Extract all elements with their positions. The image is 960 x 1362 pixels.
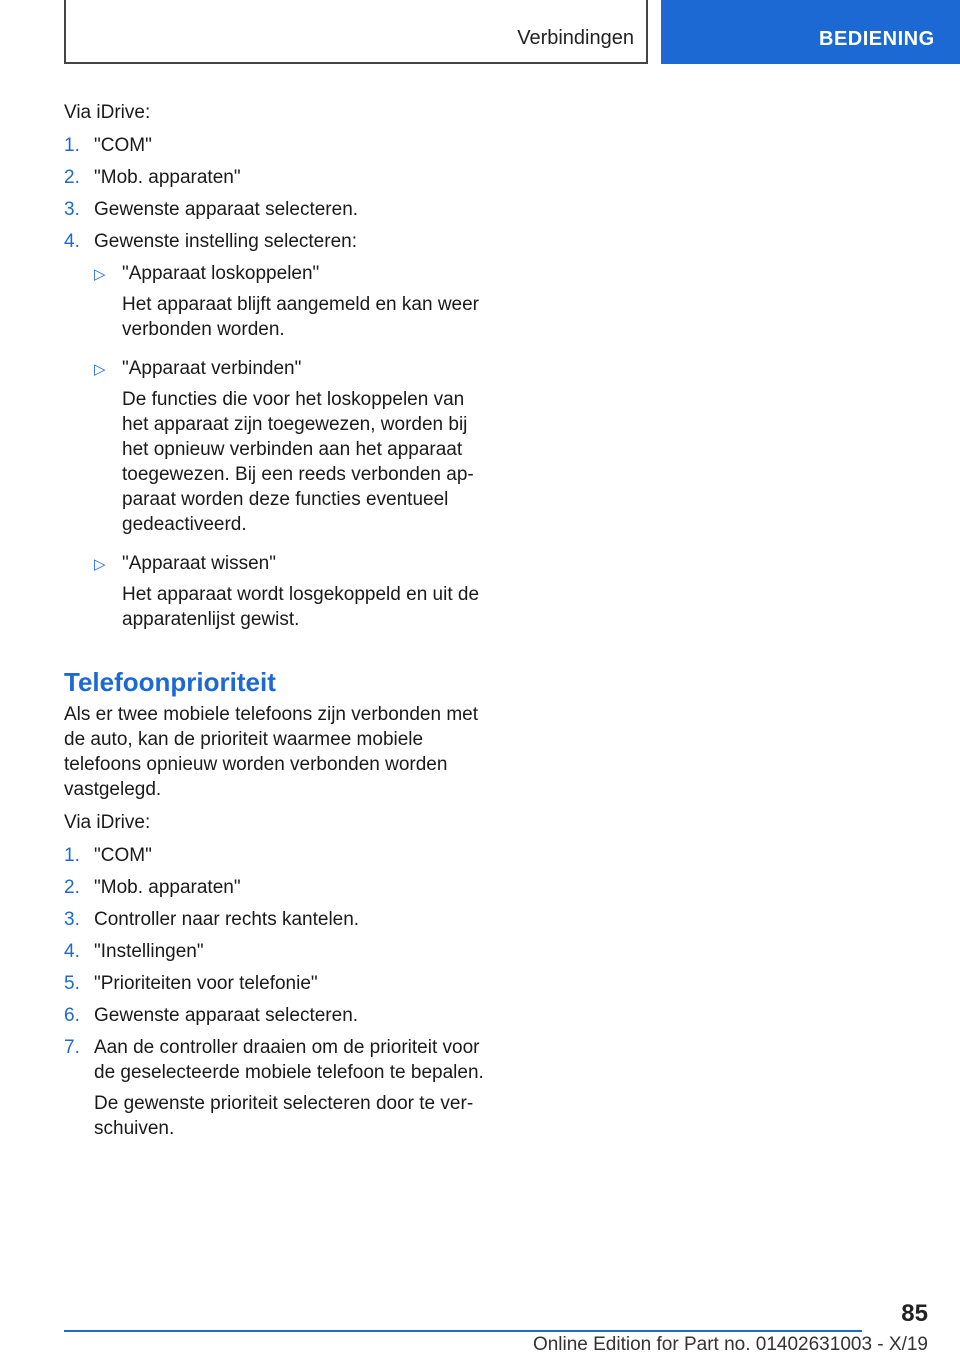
option-list [94, 261, 484, 646]
option-description: Het apparaat wordt losgekoppeld en uit de apparatenlijst gewist. [122, 584, 480, 630]
main-content [64, 100, 484, 1156]
step-number: 4. [64, 941, 80, 962]
list-item [64, 229, 484, 652]
triangle-bullet-icon: ▷ [94, 266, 106, 283]
list-item [64, 197, 484, 222]
step-number: 2. [64, 167, 80, 188]
list-item [64, 165, 484, 190]
step-body [94, 229, 484, 652]
step-text: Gewenste apparaat selecteren. [94, 1005, 359, 1026]
step-text: Gewenste apparaat selecteren. [94, 199, 359, 220]
section-paragraph: Als er twee mobiele telefoons zijn verbonden met de auto, kan de prioriteit waarmee mobiele telefoons opnieuw worden verbonden worden vastgelegd. [64, 704, 479, 800]
step-number: 5. [64, 973, 80, 994]
option-title: "Apparaat verbinden" [122, 358, 302, 379]
step-text: Aan de controller draaien om de prioriteit voor de geselecteerde mobiele telefoon te bepalen. [94, 1037, 484, 1083]
step-text: "Mob. apparaten" [94, 877, 241, 898]
step-number: 1. [64, 135, 80, 156]
chapter-tab[interactable] [661, 0, 960, 64]
list-item [64, 1035, 484, 1149]
step-number: 3. [64, 909, 80, 930]
step-number: 6. [64, 1005, 80, 1026]
option-title: "Apparaat loskoppelen" [122, 263, 320, 284]
intro-text: Via iDrive: [64, 102, 151, 123]
step-text: "COM" [94, 845, 152, 866]
step-number: 7. [64, 1037, 80, 1058]
header-frame [64, 0, 648, 64]
step-text: "COM" [94, 135, 152, 156]
list-item [64, 907, 484, 932]
section-heading: Telefoonprioriteit [64, 667, 276, 697]
step-number: 3. [64, 199, 80, 220]
step-text: Controller naar rechts kantelen. [94, 909, 360, 930]
option-description: De functies die voor het loskoppelen van het apparaat zijn toegewezen, worden bij het opnieuw verbinden aan het apparaat toegewezen. Bij een reeds verbonden apparaat worden deze functies eventueel gedeactiveerd. [122, 389, 474, 535]
option-title: "Apparaat wissen" [122, 553, 276, 574]
step-number: 1. [64, 845, 80, 866]
triangle-bullet-icon: ▷ [94, 361, 106, 378]
option-item [94, 551, 484, 646]
option-item [94, 356, 484, 551]
list-item [64, 1003, 484, 1028]
page-number: 85 [901, 1300, 928, 1327]
list-item [64, 843, 484, 868]
triangle-bullet-icon: ▷ [94, 556, 106, 573]
option-item [94, 261, 484, 356]
footer-edition: Online Edition for Part no. 01402631003 - X/19 [532, 1334, 928, 1355]
intro-text: Via iDrive: [64, 812, 151, 833]
step-number: 4. [64, 231, 80, 252]
step-note: De gewenste prioriteit selecteren door te verschuiven. [94, 1093, 474, 1139]
list-item [64, 971, 484, 996]
list-item [64, 939, 484, 964]
step-text: "Prioriteiten voor telefonie" [94, 973, 318, 994]
step-text: Gewenste instelling selecteren: [94, 231, 357, 252]
step-number: 2. [64, 877, 80, 898]
section-title: Verbindingen [517, 27, 634, 49]
list-item [64, 875, 484, 900]
footer-divider [64, 1330, 862, 1332]
chapter-tab-label: BEDIENING [819, 28, 935, 50]
step-text: "Instellingen" [94, 941, 204, 962]
step-text: "Mob. apparaten" [94, 167, 241, 188]
list-item [64, 133, 484, 158]
option-description: Het apparaat blijft aangemeld en kan weer verbonden worden. [122, 294, 480, 340]
